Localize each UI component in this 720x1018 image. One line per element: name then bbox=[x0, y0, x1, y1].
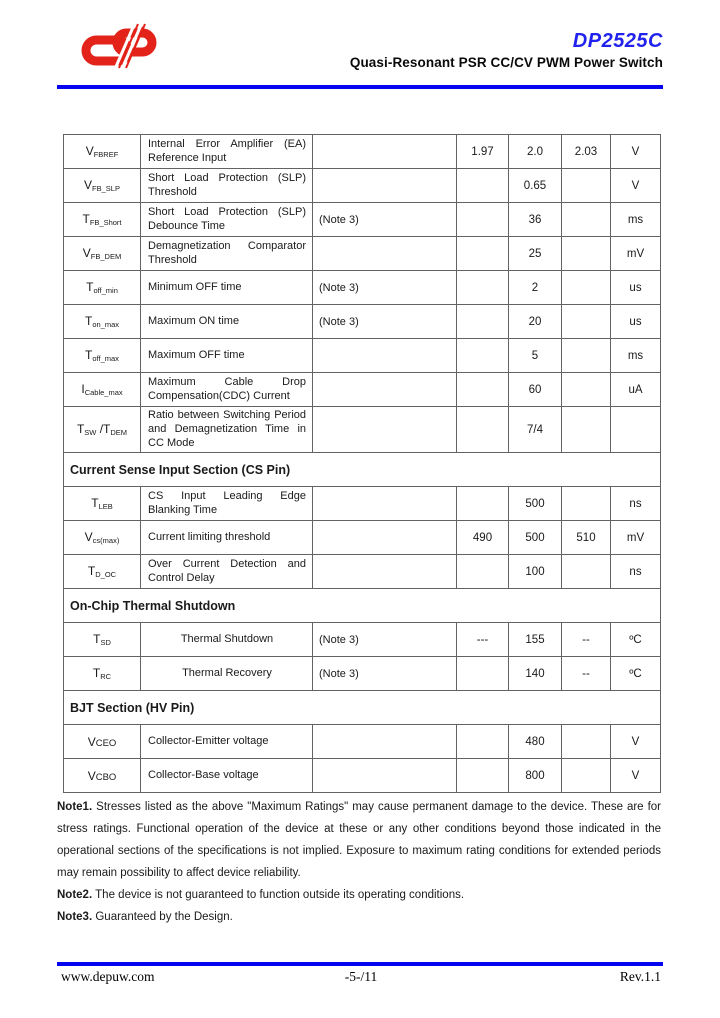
description-cell: Maximum ON time bbox=[141, 305, 313, 339]
typ-value-cell: 60 bbox=[509, 373, 562, 407]
symbol-cell bbox=[64, 339, 141, 373]
typ-value-cell: 480 bbox=[509, 725, 562, 759]
symbol-subscript: LEB bbox=[98, 502, 113, 512]
symbol-text: V bbox=[82, 246, 91, 260]
symbol-text: I bbox=[81, 382, 85, 396]
note-text: Guaranteed by the Design. bbox=[95, 911, 233, 924]
min-value-cell bbox=[457, 237, 509, 271]
typ-value-cell: 500 bbox=[509, 521, 562, 555]
description-cell: Maximum OFF time bbox=[141, 339, 313, 373]
unit-cell: V bbox=[611, 135, 661, 169]
condition-cell: (Note 3) bbox=[313, 623, 457, 657]
table-row bbox=[64, 487, 661, 521]
description-cell: Short Load Protection (SLP) Threshold bbox=[141, 169, 313, 203]
footer-rule bbox=[57, 962, 663, 966]
dp-logo-icon bbox=[79, 21, 157, 71]
symbol-text: CBO bbox=[95, 771, 117, 783]
footer-revision: Rev.1.1 bbox=[619, 969, 661, 984]
typ-value-cell: 7/4 bbox=[509, 407, 562, 453]
symbol-text: T bbox=[76, 422, 85, 437]
note-text: Stresses listed as the above "Maximum Ratings" may cause permanent damage to the device. These are for stress ratings. Functional operation of the device at these or any other conditions beyond those indicated in the operational sections of the specifications is not implied. Exposure to maximum rating conditions for extended periods may remain possibility to affect device reliability. bbox=[57, 801, 662, 880]
symbol-subscript: RC bbox=[100, 672, 112, 682]
symbol-subscript: SW bbox=[84, 428, 97, 438]
symbol-subscript: FB_DEM bbox=[90, 252, 122, 261]
note-paragraph bbox=[57, 796, 661, 884]
table-row bbox=[64, 135, 661, 169]
symbol-subscript: off_max bbox=[92, 354, 119, 363]
description-cell: Maximum Cable Drop Compensation(CDC) Current bbox=[141, 373, 313, 407]
symbol-cell bbox=[64, 271, 141, 305]
footer-website: www.depuw.com bbox=[61, 969, 155, 984]
max-value-cell bbox=[562, 237, 611, 271]
typ-value-cell: 500 bbox=[509, 487, 562, 521]
condition-cell bbox=[313, 555, 457, 589]
condition-cell bbox=[313, 407, 457, 453]
section-row bbox=[64, 589, 661, 623]
symbol-cell bbox=[64, 487, 141, 521]
table-row bbox=[64, 623, 661, 657]
note-paragraph bbox=[57, 884, 661, 906]
min-value-cell bbox=[457, 407, 509, 453]
description-cell: Thermal Shutdown bbox=[141, 623, 313, 657]
table-row bbox=[64, 521, 661, 555]
symbol-subscript: FB_SLP bbox=[92, 184, 120, 193]
min-value-cell bbox=[457, 487, 509, 521]
min-value-cell bbox=[457, 271, 509, 305]
typ-value-cell: 2.0 bbox=[509, 135, 562, 169]
table-row bbox=[64, 373, 661, 407]
symbol-text: V bbox=[87, 768, 96, 783]
unit-cell: V bbox=[611, 169, 661, 203]
max-value-cell bbox=[562, 373, 611, 407]
condition-cell bbox=[313, 135, 457, 169]
symbol-cell bbox=[64, 169, 141, 203]
symbol-cell bbox=[64, 555, 141, 589]
section-header: Current Sense Input Section (CS Pin) bbox=[64, 453, 661, 487]
table-row bbox=[64, 237, 661, 271]
condition-cell bbox=[313, 373, 457, 407]
description-cell: Demagnetization Comparator Threshold bbox=[141, 237, 313, 271]
table-row bbox=[64, 339, 661, 373]
table-row bbox=[64, 759, 661, 793]
note-label: Note3. bbox=[57, 911, 93, 924]
description-cell: Collector-Emitter voltage bbox=[141, 725, 313, 759]
symbol-text: V bbox=[84, 178, 93, 192]
footer-page-number: -5-/11 bbox=[344, 969, 378, 984]
table-row bbox=[64, 271, 661, 305]
condition-cell bbox=[313, 339, 457, 373]
description-cell: Minimum OFF time bbox=[141, 271, 313, 305]
max-value-cell: -- bbox=[562, 623, 611, 657]
symbol-text: V bbox=[85, 144, 94, 158]
max-value-cell bbox=[562, 339, 611, 373]
table-row bbox=[64, 725, 661, 759]
symbol-text: T bbox=[91, 496, 99, 511]
min-value-cell bbox=[457, 373, 509, 407]
min-value-cell: 1.97 bbox=[457, 135, 509, 169]
symbol-cell bbox=[64, 725, 141, 759]
symbol-text: T bbox=[87, 564, 96, 579]
symbol-cell bbox=[64, 521, 141, 555]
symbol-text: T bbox=[92, 666, 101, 681]
note-paragraph bbox=[57, 906, 661, 928]
symbol-text: /T bbox=[96, 422, 111, 437]
unit-cell: ºC bbox=[611, 623, 661, 657]
part-number: DP2525C bbox=[572, 30, 663, 52]
max-value-cell bbox=[562, 305, 611, 339]
symbol-cell bbox=[64, 203, 141, 237]
min-value-cell bbox=[457, 339, 509, 373]
symbol-cell bbox=[64, 657, 141, 691]
condition-cell bbox=[313, 725, 457, 759]
unit-cell: V bbox=[611, 759, 661, 793]
spec-table bbox=[63, 134, 661, 793]
symbol-text: T bbox=[84, 314, 93, 328]
unit-cell: us bbox=[611, 305, 661, 339]
max-value-cell bbox=[562, 203, 611, 237]
doc-subtitle: Quasi-Resonant PSR CC/CV PWM Power Switch bbox=[349, 55, 663, 70]
typ-value-cell: 20 bbox=[509, 305, 562, 339]
description-cell: CS Input Leading Edge Blanking Time bbox=[141, 487, 313, 521]
symbol-text: T bbox=[82, 212, 90, 226]
unit-cell: ns bbox=[611, 487, 661, 521]
min-value-cell bbox=[457, 657, 509, 691]
symbol-text: T bbox=[85, 348, 93, 362]
description-cell: Current limiting threshold bbox=[141, 521, 313, 555]
description-cell: Ratio between Switching Period and Demagnetization Time in CC Mode bbox=[141, 407, 313, 453]
unit-cell: ns bbox=[611, 555, 661, 589]
symbol-cell bbox=[64, 237, 141, 271]
description-cell: Over Current Detection and Control Delay bbox=[141, 555, 313, 589]
symbol-subscript: cs(max) bbox=[92, 536, 120, 546]
max-value-cell bbox=[562, 271, 611, 305]
symbol-subscript: Cable_max bbox=[84, 388, 123, 397]
typ-value-cell: 155 bbox=[509, 623, 562, 657]
max-value-cell bbox=[562, 759, 611, 793]
typ-value-cell: 100 bbox=[509, 555, 562, 589]
unit-cell: mV bbox=[611, 237, 661, 271]
min-value-cell bbox=[457, 305, 509, 339]
symbol-text: V bbox=[84, 530, 93, 545]
symbol-cell bbox=[64, 407, 141, 453]
condition-cell bbox=[313, 521, 457, 555]
description-cell: Short Load Protection (SLP) Debounce Time bbox=[141, 203, 313, 237]
description-cell: Internal Error Amplifier (EA) Reference Input bbox=[141, 135, 313, 169]
symbol-cell bbox=[64, 759, 141, 793]
notes-block bbox=[57, 796, 661, 928]
unit-cell: mV bbox=[611, 521, 661, 555]
symbol-cell bbox=[64, 305, 141, 339]
unit-cell: ms bbox=[611, 339, 661, 373]
typ-value-cell: 800 bbox=[509, 759, 562, 793]
min-value-cell bbox=[457, 759, 509, 793]
description-cell: Thermal Recovery bbox=[141, 657, 313, 691]
max-value-cell bbox=[562, 487, 611, 521]
condition-cell bbox=[313, 237, 457, 271]
symbol-text: CEO bbox=[95, 737, 117, 749]
condition-cell bbox=[313, 169, 457, 203]
symbol-cell bbox=[64, 135, 141, 169]
max-value-cell bbox=[562, 169, 611, 203]
unit-cell: uA bbox=[611, 373, 661, 407]
table-row bbox=[64, 657, 661, 691]
symbol-cell bbox=[64, 373, 141, 407]
company-logo bbox=[79, 21, 157, 76]
max-value-cell: 2.03 bbox=[562, 135, 611, 169]
max-value-cell bbox=[562, 725, 611, 759]
condition-cell bbox=[313, 759, 457, 793]
max-value-cell: 510 bbox=[562, 521, 611, 555]
symbol-subscript: DEM bbox=[110, 428, 128, 438]
unit-cell bbox=[611, 407, 661, 453]
typ-value-cell: 36 bbox=[509, 203, 562, 237]
symbol-text: T bbox=[93, 632, 101, 647]
note-text: The device is not guaranteed to function outside its operating conditions. bbox=[95, 889, 465, 902]
condition-cell: (Note 3) bbox=[313, 657, 457, 691]
max-value-cell: -- bbox=[562, 657, 611, 691]
table-row bbox=[64, 407, 661, 453]
typ-value-cell: 140 bbox=[509, 657, 562, 691]
min-value-cell: --- bbox=[457, 623, 509, 657]
unit-cell: ms bbox=[611, 203, 661, 237]
typ-value-cell: 5 bbox=[509, 339, 562, 373]
unit-cell: us bbox=[611, 271, 661, 305]
table-row bbox=[64, 305, 661, 339]
condition-cell: (Note 3) bbox=[313, 305, 457, 339]
min-value-cell bbox=[457, 725, 509, 759]
description-cell: Collector-Base voltage bbox=[141, 759, 313, 793]
table-row bbox=[64, 555, 661, 589]
symbol-subscript: D_OC bbox=[95, 570, 117, 580]
min-value-cell bbox=[457, 555, 509, 589]
symbol-subscript: FBREF bbox=[93, 150, 119, 159]
min-value-cell bbox=[457, 169, 509, 203]
typ-value-cell: 0.65 bbox=[509, 169, 562, 203]
symbol-subscript: off_min bbox=[93, 286, 118, 295]
symbol-subscript: SD bbox=[100, 638, 111, 648]
symbol-subscript: FB_Short bbox=[89, 218, 122, 227]
condition-cell: (Note 3) bbox=[313, 203, 457, 237]
table-row bbox=[64, 203, 661, 237]
page-header bbox=[57, 0, 663, 85]
condition-cell: (Note 3) bbox=[313, 271, 457, 305]
max-value-cell bbox=[562, 407, 611, 453]
symbol-cell bbox=[64, 623, 141, 657]
section-row bbox=[64, 691, 661, 725]
unit-cell: ºC bbox=[611, 657, 661, 691]
condition-cell bbox=[313, 487, 457, 521]
section-header: On-Chip Thermal Shutdown bbox=[64, 589, 661, 623]
section-header: BJT Section (HV Pin) bbox=[64, 691, 661, 725]
header-titles bbox=[350, 21, 663, 70]
note-label: Note2. bbox=[57, 889, 93, 902]
spec-table-body bbox=[64, 135, 661, 793]
section-row bbox=[64, 453, 661, 487]
max-value-cell bbox=[562, 555, 611, 589]
typ-value-cell: 2 bbox=[509, 271, 562, 305]
header-rule bbox=[57, 85, 663, 89]
unit-cell: V bbox=[611, 725, 661, 759]
table-row bbox=[64, 169, 661, 203]
symbol-subscript: on_max bbox=[92, 320, 120, 329]
page-footer bbox=[57, 969, 663, 985]
symbol-text: V bbox=[87, 734, 96, 749]
typ-value-cell: 25 bbox=[509, 237, 562, 271]
min-value-cell bbox=[457, 203, 509, 237]
note-label: Note1. bbox=[57, 801, 93, 814]
symbol-text: T bbox=[86, 280, 94, 294]
min-value-cell: 490 bbox=[457, 521, 509, 555]
